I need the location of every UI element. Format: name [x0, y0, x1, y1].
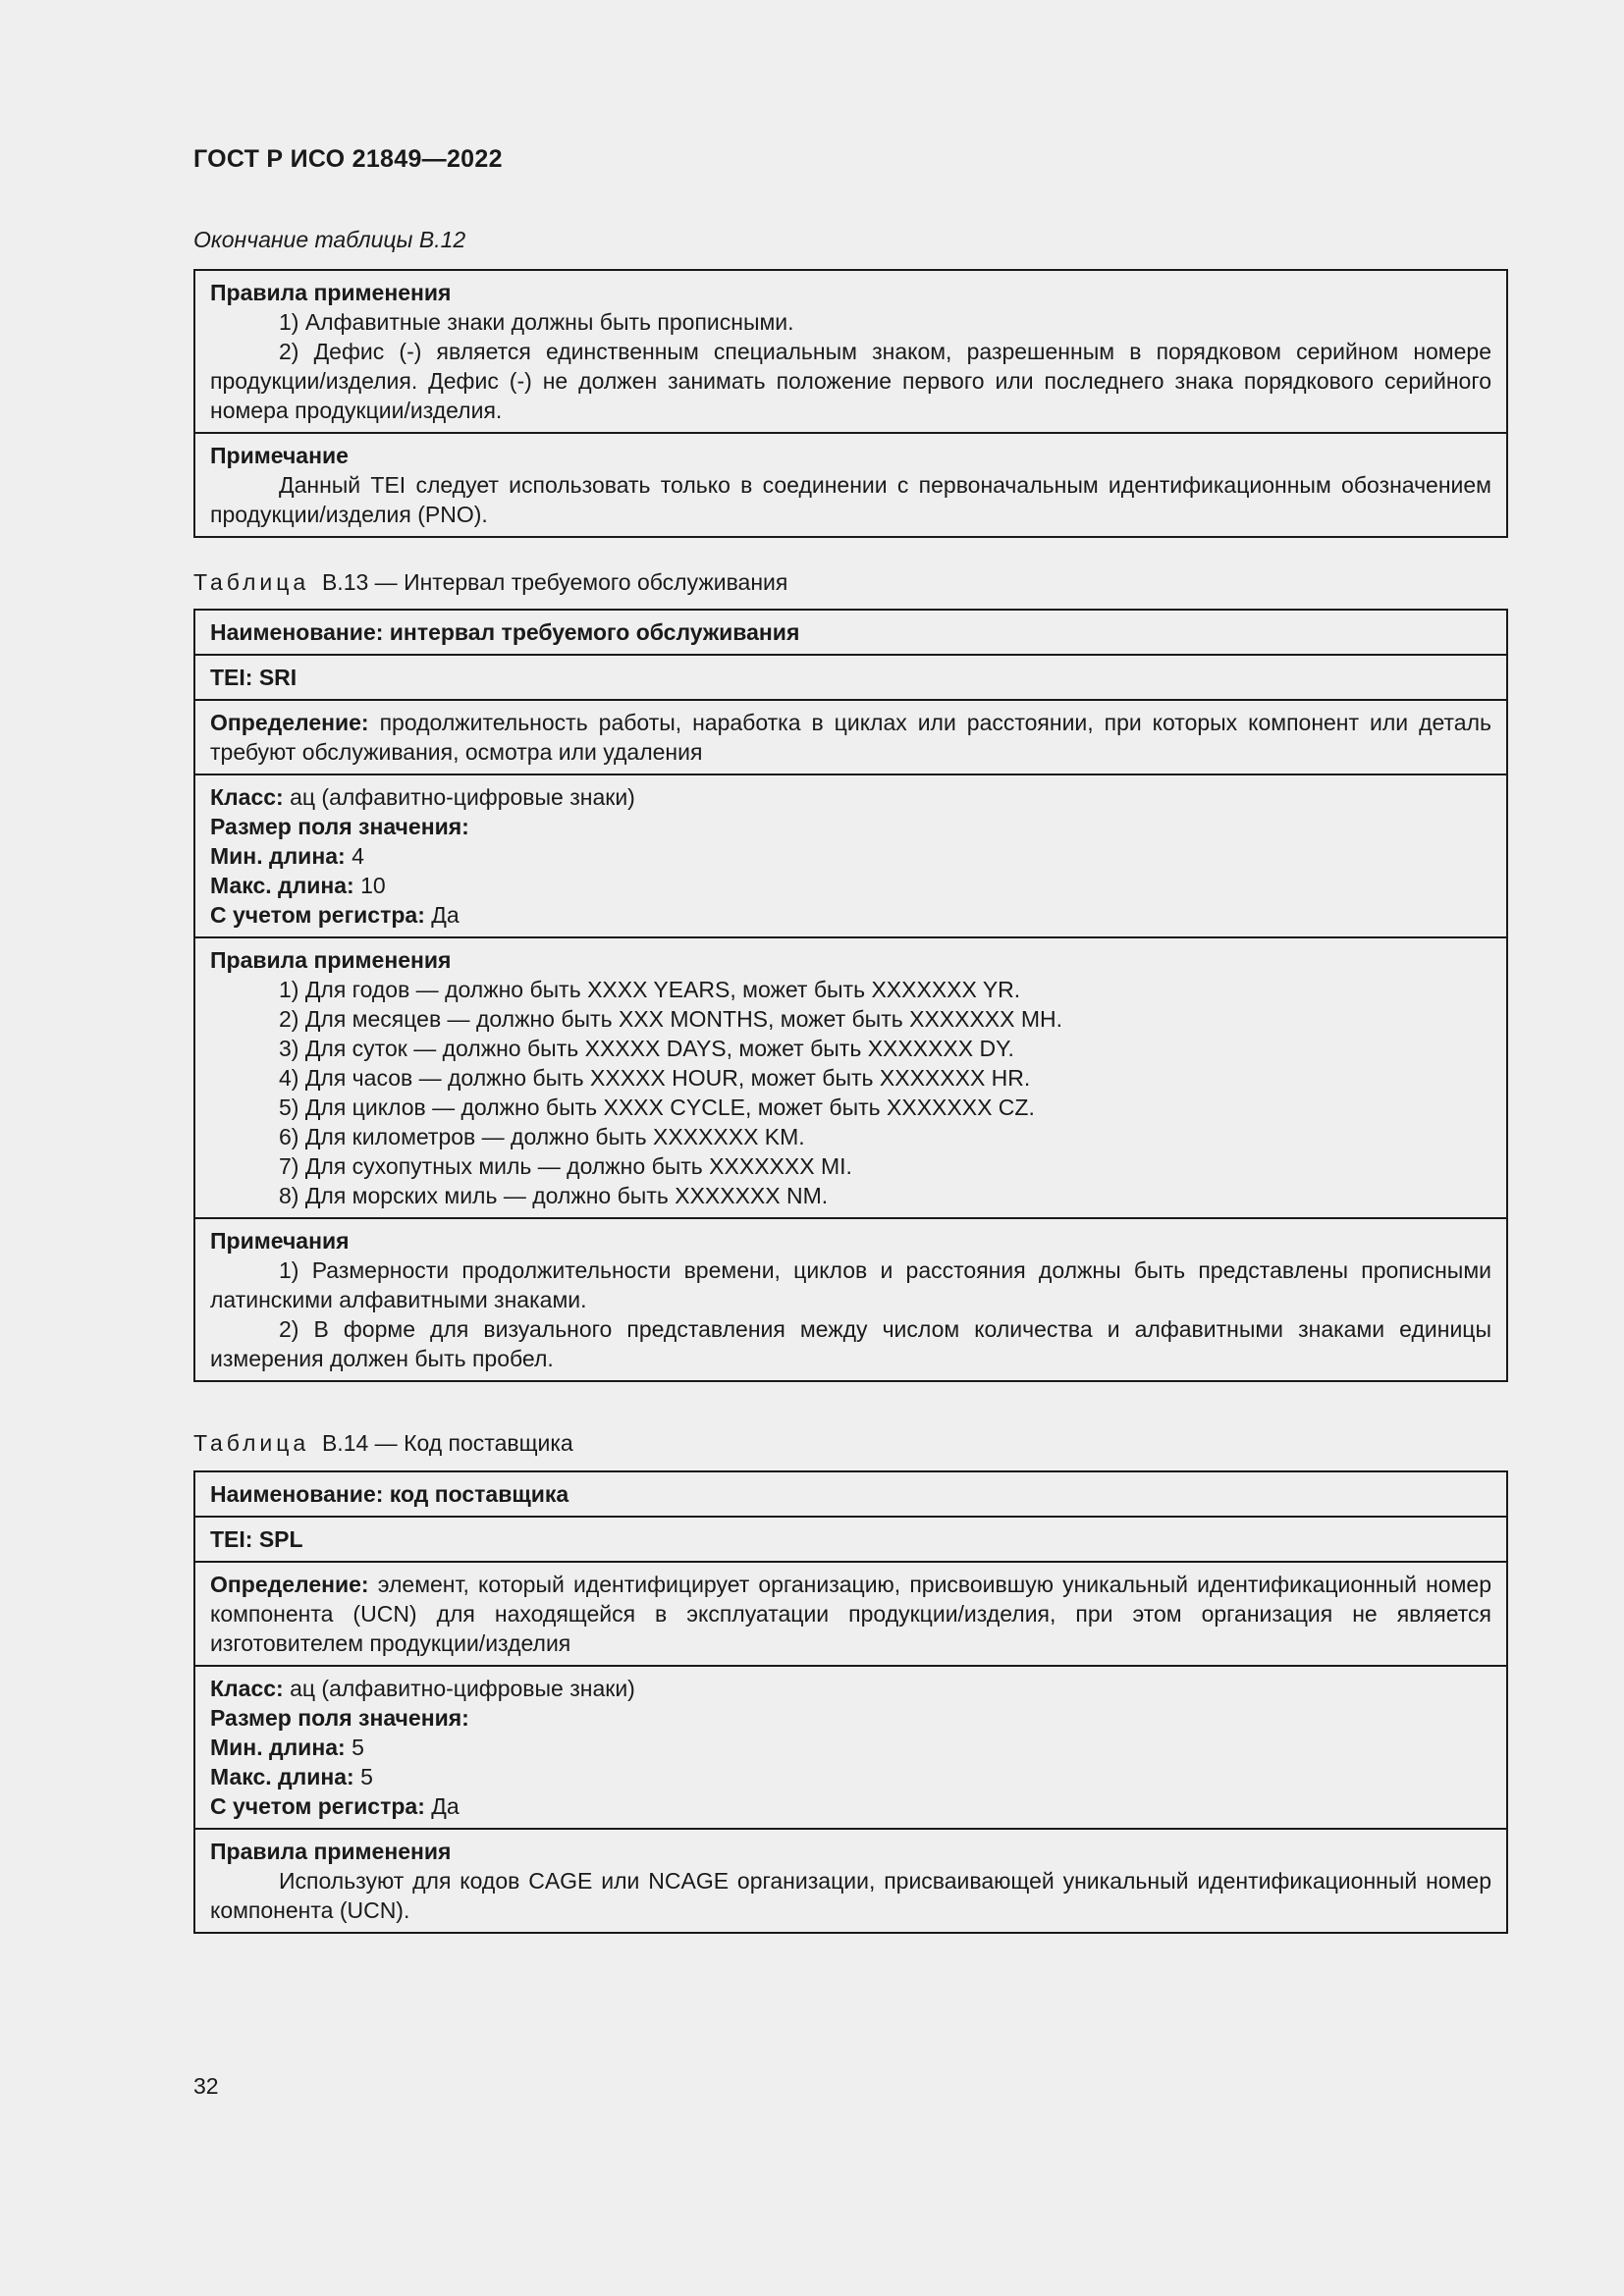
note-item: 1) Размерности продолжительности времени, циклов и расстояния должны быть представлены прописными латинскими алфавитными знаками.	[210, 1257, 1491, 1312]
class-cell	[195, 1665, 1506, 1828]
size-label: Размер поля значения:	[210, 1705, 469, 1731]
max-value: 10	[360, 873, 386, 898]
class-value: ац (алфавитно-цифровые знаки)	[290, 1676, 635, 1701]
rule-item: 2) Дефис (-) является единственным специальным знаком, разрешенным в порядковом серийном номере продукции/изделия. Дефис (-) не должен занимать положение первого или последнего знака порядкового серийного номера продукции/изделия.	[210, 339, 1491, 423]
note-text: Данный TEI следует использовать только в соединении с первоначальным идентификационным обозначением продукции/изделия (PNO).	[210, 472, 1491, 527]
case-label: С учетом регистра:	[210, 902, 425, 928]
rule-item: 1) Для годов — должно быть XXXX YEARS, может быть XXXXXXX YR.	[279, 977, 1021, 1002]
caption-text: B.13 — Интервал требуемого обслуживания	[321, 569, 788, 595]
rules-label: Правила применения	[210, 280, 452, 305]
rules-cell	[195, 1828, 1506, 1932]
case-label: С учетом регистра:	[210, 1793, 425, 1819]
table-b13-caption	[193, 567, 787, 597]
table-b13	[193, 609, 1508, 1382]
document-header: ГОСТ Р ИСО 21849—2022	[193, 145, 503, 173]
name-cell: Наименование: интервал требуемого обслуживания	[210, 619, 800, 645]
min-value: 4	[352, 843, 364, 869]
caption-word: Таблица	[193, 569, 310, 595]
rules-label: Правила применения	[210, 947, 452, 973]
definition-cell	[195, 699, 1506, 774]
class-label: Класс:	[210, 784, 284, 810]
rules-cell	[195, 271, 1506, 432]
tei-cell: TEI: SPL	[195, 1516, 1506, 1561]
rule-item: 8) Для морских миль — должно быть XXXXXXX NM.	[279, 1183, 829, 1208]
rules-label: Правила применения	[210, 1839, 452, 1864]
min-label: Мин. длина:	[210, 1735, 346, 1760]
caption-text: B.14 — Код поставщика	[321, 1430, 573, 1456]
rule-item: 3) Для суток — должно быть XXXXX DAYS, может быть XXXXXXX DY.	[279, 1036, 1014, 1061]
rule-item: Используют для кодов CAGE или NCAGE организации, присваивающей уникальный идентификационный номер компонента (UCN).	[210, 1868, 1491, 1923]
max-value: 5	[360, 1764, 373, 1789]
table-b14	[193, 1470, 1508, 1934]
continuation-caption: Окончание таблицы B.12	[193, 227, 466, 252]
tei-cell: TEI: SRI	[195, 654, 1506, 699]
definition-label: Определение:	[210, 1572, 369, 1597]
definition-label: Определение:	[210, 710, 369, 735]
class-value: ац (алфавитно-цифровые знаки)	[290, 784, 635, 810]
definition-cell	[195, 1561, 1506, 1665]
rule-item: 1) Алфавитные знаки должны быть прописными.	[279, 309, 794, 335]
caption-word: Таблица	[193, 1430, 310, 1456]
size-label: Размер поля значения:	[210, 814, 469, 839]
rule-item: 2) Для месяцев — должно быть XXX MONTHS, может быть XXXXXXX MH.	[279, 1006, 1063, 1032]
case-value: Да	[431, 902, 460, 928]
table-b12-end	[193, 269, 1508, 538]
min-value: 5	[352, 1735, 364, 1760]
class-cell	[195, 774, 1506, 936]
max-label: Макс. длина:	[210, 1764, 354, 1789]
class-label: Класс:	[210, 1676, 284, 1701]
name-cell: Наименование: код поставщика	[210, 1481, 569, 1507]
rules-cell	[195, 936, 1506, 1217]
table-b14-caption	[193, 1428, 573, 1458]
case-value: Да	[431, 1793, 460, 1819]
note-item: 2) В форме для визуального представления между числом количества и алфавитными знаками единицы измерения должен быть пробел.	[210, 1316, 1491, 1371]
min-label: Мин. длина:	[210, 843, 346, 869]
note-cell	[195, 432, 1506, 536]
definition-text: элемент, который идентифицирует организацию, присвоившую уникальный идентификационный номер компонента (UCN) для находящейся в эксплуатации продукции/изделия, при этом организация не является изготовителем продукции/изделия	[210, 1572, 1491, 1656]
max-label: Макс. длина:	[210, 873, 354, 898]
notes-label: Примечания	[210, 1228, 350, 1254]
page-number: 32	[193, 2073, 219, 2099]
rule-item: 4) Для часов — должно быть XXXXX HOUR, может быть XXXXXXX HR.	[279, 1065, 1031, 1091]
rule-item: 7) Для сухопутных миль — должно быть XXXXXXX MI.	[279, 1153, 852, 1179]
definition-text: продолжительность работы, наработка в циклах или расстоянии, при которых компонент или деталь требуют обслуживания, осмотра или удаления	[210, 710, 1492, 765]
note-label: Примечание	[210, 443, 349, 468]
rule-item: 5) Для циклов — должно быть XXXX CYCLE, может быть XXXXXXX CZ.	[279, 1095, 1035, 1120]
notes-cell	[195, 1217, 1506, 1380]
rule-item: 6) Для километров — должно быть XXXXXXX KM.	[279, 1124, 805, 1149]
